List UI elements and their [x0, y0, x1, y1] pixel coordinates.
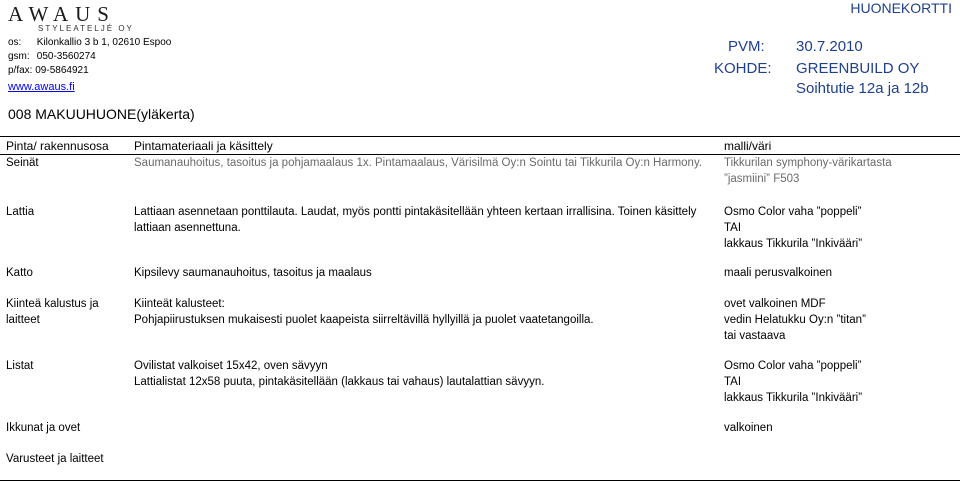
- fax-value: 09-5864921: [35, 65, 89, 76]
- material-cell: Lattiaan asennetaan ponttilauta. Laudat, myös pontti pintakäsitellään yhteen kertaan irrallisina. Toinen käsittely lattiaan asennettuna.: [134, 206, 697, 234]
- surface-cell: Listat: [6, 360, 34, 372]
- target-address: Soihtutie 12a ja 12b: [796, 80, 929, 97]
- column-header-color: malli/väri: [724, 139, 772, 153]
- column-header-material: Pintamateriaali ja käsittely: [134, 139, 273, 153]
- surface-cell-line: Kiinteä kalustus ja: [6, 298, 99, 310]
- color-cell-line: ”jasmiini” F503: [724, 173, 800, 185]
- gsm-line: [8, 51, 96, 62]
- material-cell: Kipsilevy saumanauhoitus, tasoitus ja maalaus: [134, 267, 372, 279]
- target-label: KOHDE:: [714, 60, 772, 77]
- surface-cell: Seinät: [6, 157, 39, 169]
- gsm-value: 050-3560274: [36, 51, 96, 62]
- date-value: 30.7.2010: [796, 38, 863, 55]
- color-cell-line: ovet valkoinen MDF: [724, 298, 826, 310]
- target-name: GREENBUILD OY: [796, 60, 920, 77]
- date-label: PVM:: [728, 38, 765, 55]
- material-cell-line: Pohjapiirustuksen mukaisesti puolet kaapeista siirreltävillä hyllyillä ja puolet vaatetangoilla.: [134, 314, 594, 326]
- surface-cell: Ikkunat ja ovet: [6, 422, 81, 434]
- color-cell-line: lakkaus Tikkurila ”Inkivääri”: [724, 392, 863, 404]
- address-line: [8, 37, 171, 48]
- fax-line: [8, 65, 89, 76]
- material-cell-line: Lattialistat 12x58 puuta, pintakäsitellään (lakkaus tai vahaus) lautalattian sävyyn.: [134, 376, 545, 388]
- website-link[interactable]: www.awaus.fi: [8, 81, 75, 93]
- surface-cell: Katto: [6, 267, 33, 279]
- gsm-label: gsm:: [8, 51, 30, 62]
- color-cell-line: maali perusvalkoinen: [724, 267, 833, 279]
- company-tagline: STYLEATELJÉ OY: [38, 24, 134, 33]
- material-cell-line: Ovilistat valkoiset 15x42, oven sävyyn: [134, 360, 328, 372]
- color-cell-line: Tikkurilan symphony-värikartasta: [724, 157, 892, 169]
- color-cell-line: vedin Helatukku Oy:n ”titan”: [724, 314, 866, 326]
- address-value: Kilonkallio 3 b 1, 02610 Espoo: [36, 37, 172, 48]
- color-cell-line: TAI: [724, 222, 742, 234]
- color-cell-line: TAI: [724, 376, 742, 388]
- table-bottom-border: [0, 480, 960, 481]
- surface-cell: Lattia: [6, 206, 35, 218]
- color-cell-line: Osmo Color vaha ”poppeli”: [724, 206, 862, 218]
- table-top-border: [0, 136, 960, 137]
- color-cell-line: lakkaus Tikkurila ”Inkivääri”: [724, 238, 863, 250]
- address-label: os:: [8, 37, 22, 48]
- room-title: 008 MAKUUHUONE(yläkerta): [8, 106, 195, 122]
- color-cell-line: Osmo Color vaha ”poppeli”: [724, 360, 862, 372]
- surface-cell-line: laitteet: [6, 314, 40, 326]
- column-header-surface: Pinta/ rakennusosa: [6, 139, 109, 153]
- surface-cell: Varusteet ja laitteet: [6, 453, 104, 465]
- company-logo: AWAUS: [8, 2, 116, 26]
- material-cell-line: Kiinteät kalusteet:: [134, 298, 225, 310]
- color-cell-line: valkoinen: [724, 422, 773, 434]
- material-cell: Saumanauhoitus, tasoitus ja pohjamaalaus 1x. Pintamaalaus, Värisilmä Oy:n Sointu tai Tikkurila Oy:n Harmony.: [134, 157, 703, 169]
- document-type: HUONEKORTTI: [850, 0, 952, 16]
- fax-label: p/fax:: [8, 65, 33, 76]
- color-cell-line: tai vastaava: [724, 330, 786, 342]
